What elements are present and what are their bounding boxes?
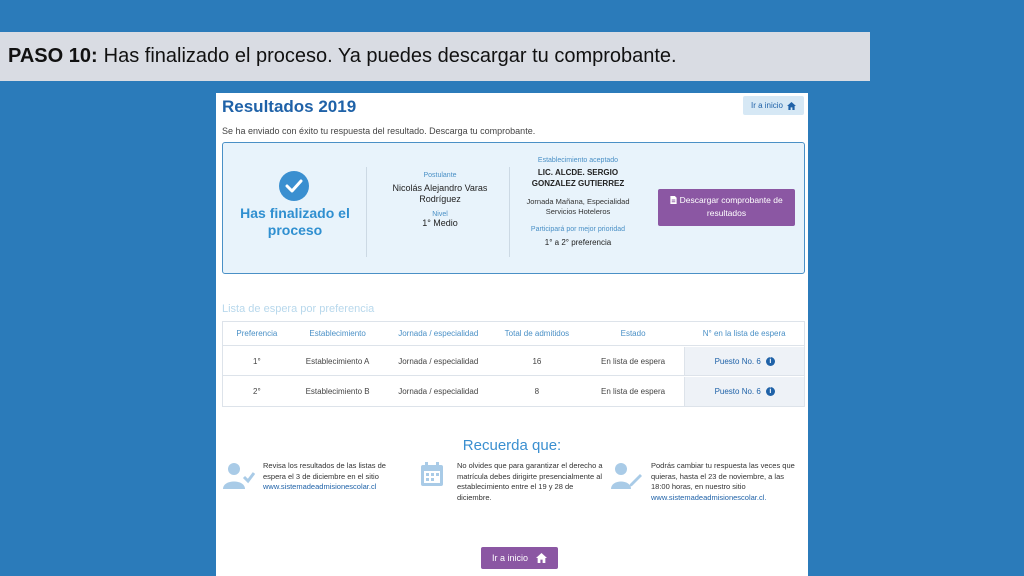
- column-header: Preferencia: [236, 329, 278, 338]
- table-row: [223, 377, 804, 406]
- waitlist-table: [222, 321, 805, 407]
- info-icon[interactable]: i: [766, 387, 775, 396]
- establecimiento-label: Establecimiento aceptado: [537, 157, 619, 164]
- puesto-cell: [684, 377, 804, 406]
- done-message: Has finalizado el proceso: [240, 205, 350, 238]
- info-icon[interactable]: i: [766, 357, 775, 366]
- home-button-bottom-label: Ir a inicio: [491, 553, 528, 563]
- subtitle: Se ha enviado con éxito tu respuesta del resultado. Descarga tu comprobante.: [222, 126, 536, 136]
- column-header: N° en la lista de espera: [702, 329, 786, 338]
- estado-cell: En lista de espera: [601, 387, 666, 396]
- puesto-value: Puesto No. 6: [714, 356, 761, 366]
- step-text: Has finalizado el proceso. Ya puedes descargar tu comprobante.: [103, 45, 677, 67]
- column-header: Establecimiento: [309, 329, 366, 338]
- column-header: Estado: [620, 329, 646, 338]
- tip-matricula: No olvides que para garantizar el derecho a matrícula debes dirigirte presencialmente al establecimiento entre el 19 y 28 de diciembre.: [457, 461, 603, 502]
- calendar-icon: [421, 462, 443, 486]
- tip-change-text: Podrás cambiar tu respuesta las veces que quieras, hasta el 23 de noviembre, a las 18:00 horas, en nuestro sitio: [651, 461, 795, 491]
- user-check-icon: [223, 462, 255, 490]
- nivel-label: Nivel: [432, 211, 448, 218]
- divider: [509, 167, 510, 257]
- puesto-value: Puesto No. 6: [714, 387, 761, 396]
- jornada-value: Jornada Mañana, Especialidad Servicios Hoteleros: [526, 197, 630, 216]
- waitlist-title: Lista de espera por preferencia: [222, 303, 375, 315]
- home-icon: [536, 553, 547, 563]
- prioridad-label: Participará por mejor prioridad: [530, 226, 626, 233]
- divider: [366, 167, 367, 257]
- nivel-value: 1° Medio: [422, 218, 458, 228]
- tip-results-link[interactable]: www.sistemadeadmisionescolar.cl: [263, 482, 377, 491]
- recuerda-title: Recuerda que:: [462, 437, 562, 454]
- tip-change-link[interactable]: www.sistemadeadmisionescolar.cl.: [651, 492, 767, 502]
- download-label: Descargar comprobante de resultados: [679, 195, 783, 218]
- prioridad-value: 1° a 2° preferencia: [544, 238, 612, 247]
- download-receipt-button[interactable]: [658, 189, 795, 226]
- pref-cell: 2°: [253, 387, 261, 396]
- tip-results-text: Revisa los resultados de las listas de espera el 3 de diciembre en el sitio: [263, 461, 386, 481]
- home-button-label: Ir a inicio: [750, 101, 783, 110]
- establecimiento-value: LIC. ALCDE. SERGIO GONZALEZ GUTIERREZ: [531, 168, 625, 188]
- postulante-block: [375, 172, 505, 229]
- tip-change-answer: [651, 461, 801, 503]
- home-button-bottom[interactable]: [481, 547, 558, 569]
- page-title: Resultados 2019: [222, 97, 357, 116]
- user-edit-icon: [611, 462, 643, 490]
- puesto-cell: [684, 347, 804, 375]
- pdf-icon: [670, 196, 677, 204]
- postulante-label: Postulante: [423, 172, 457, 179]
- establecimiento-block: [513, 157, 643, 248]
- results-page: [216, 93, 808, 576]
- column-header: Jornada / especialidad: [398, 329, 479, 338]
- tip-results: [263, 461, 403, 493]
- step-banner: [0, 32, 870, 81]
- estado-cell: En lista de espera: [601, 356, 666, 366]
- establecimiento-cell: Establecimiento B: [305, 387, 370, 396]
- check-icon: [279, 171, 309, 201]
- result-summary: [222, 142, 805, 274]
- jornada-cell: Jornada / especialidad: [398, 387, 479, 396]
- pref-cell: 1°: [253, 356, 261, 366]
- total-cell: 16: [532, 356, 542, 366]
- jornada-cell: Jornada / especialidad: [398, 356, 479, 366]
- establecimiento-cell: Establecimiento A: [305, 356, 370, 366]
- total-cell: 8: [534, 387, 540, 396]
- table-row: [223, 347, 804, 376]
- step-label: PASO 10:: [8, 45, 98, 67]
- home-button-top[interactable]: [743, 96, 804, 115]
- table-header: [223, 322, 804, 346]
- postulante-value: Nicolás Alejandro Varas Rodríguez: [392, 183, 488, 204]
- home-icon: [787, 102, 796, 110]
- column-header: Total de admitidos: [504, 329, 570, 338]
